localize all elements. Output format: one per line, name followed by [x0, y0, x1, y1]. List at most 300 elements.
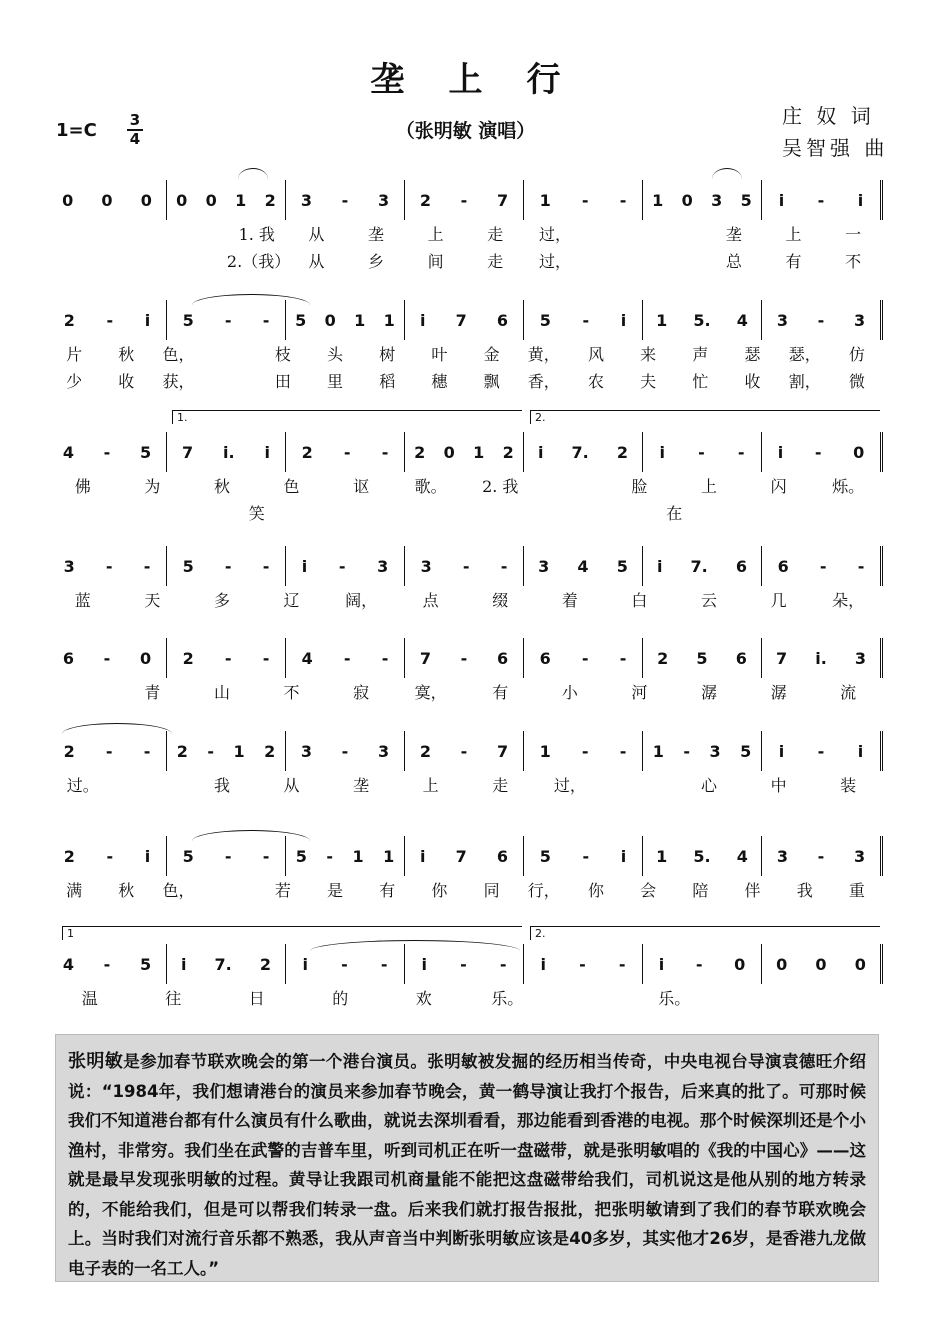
measure: [48, 836, 167, 876]
note: -: [106, 310, 114, 330]
lyric-word: 白: [631, 591, 648, 610]
lyric-word: 秋: [118, 881, 135, 900]
note: -: [582, 310, 590, 330]
note: 6: [496, 310, 508, 330]
lyric-word: 几: [770, 591, 787, 610]
measure: [48, 432, 167, 472]
lyric-word: [108, 249, 168, 272]
note: -: [698, 442, 705, 462]
note: -: [338, 556, 346, 576]
note: 5.: [693, 310, 711, 330]
note: 1: [652, 741, 664, 761]
note: 5: [295, 310, 307, 330]
lyric-word: 会: [640, 881, 657, 900]
note: 0: [815, 954, 827, 974]
lyric-word: 收: [118, 372, 135, 391]
note: -: [460, 648, 468, 668]
measure: [286, 432, 405, 472]
note: 3: [776, 846, 788, 866]
note: -: [499, 954, 507, 974]
lyric-word: 2.（我）: [226, 252, 291, 271]
slur: [192, 294, 310, 305]
lyric-word: 往: [165, 989, 182, 1008]
note: -: [103, 954, 111, 974]
lyric-word: 穗: [431, 372, 448, 391]
note: -: [579, 954, 586, 974]
lyric-word: 潺: [770, 683, 787, 702]
note: -: [619, 741, 627, 761]
note: 2: [657, 648, 669, 668]
lyric-word: [605, 773, 675, 796]
lyric-word: 乐。: [491, 989, 524, 1008]
measure: [48, 546, 167, 586]
lyric-word: 少: [66, 372, 83, 391]
note: i: [620, 846, 627, 866]
measure: [524, 944, 643, 984]
note: 2: [63, 846, 75, 866]
lyric-word: 朵，: [832, 591, 865, 610]
note-text: 是参加春节联欢晚会的第一个港台演员。张明敏被发掘的经历相当传奇，中央电视台导演袁德旺介绍说：“1984年，我们想请港台的演员来参加春节晚会，黄一鹤导演让我打个报告，后来真的批了。可那时候我们不知道港台都有什么演员有什么歌曲，就说去深圳看看，那边能看到香港的电视。那个时候深圳还是个小渔村，非常穷。我们坐在武警的吉普车里，听到司机正在听一盘磁带，就是张明敏唱的《我的中国心》——这就是最早发现张明敏的过程。黄导让我跟司机商量能不能把这盘磁带给我们，司机说这是他从别的地方转录的，不能给我们，但是可以帮我们转录一盘。后来我们就打报告报批，把张明敏请到了我们的春节联欢晚会上。当时我们对流行音乐都不熟悉，我从声音当中判断张明敏应该是40多岁，其实他才26岁，是香港九龙做电子表的一名工人。”: [68, 1052, 867, 1278]
lyric-word: 垄: [725, 225, 742, 244]
lyric-word: 我: [213, 776, 230, 795]
lyric-word: 辽: [283, 591, 300, 610]
measure: [167, 432, 286, 472]
note: 0: [776, 954, 788, 974]
lyric-word: [48, 680, 118, 703]
note: -: [581, 648, 589, 668]
lyric-word: 讴: [353, 477, 370, 496]
note: i: [144, 310, 151, 330]
lyric-word: 有: [785, 252, 802, 271]
lyric-word: 过，: [538, 252, 571, 271]
lyric-word: [644, 249, 704, 272]
lyric-word: 黄，: [527, 345, 560, 364]
note: -: [460, 954, 467, 974]
note: -: [103, 648, 111, 668]
note: -: [683, 741, 690, 761]
measure: [48, 300, 167, 340]
note: 7: [181, 442, 194, 462]
lyric-word: 着: [561, 591, 578, 610]
lyric-word: [167, 249, 227, 272]
measure: [643, 180, 762, 220]
lyric-word: 2. 我: [482, 477, 519, 496]
note: -: [262, 846, 270, 866]
note: i: [420, 846, 426, 866]
note: 1: [539, 741, 551, 761]
lyric-line: [48, 986, 883, 1009]
measure: [524, 731, 643, 771]
note: 4: [301, 648, 313, 668]
note: -: [817, 190, 825, 210]
lyric-word: 仿: [848, 345, 865, 364]
note: 2: [419, 741, 431, 761]
lyric-word: 色: [283, 477, 300, 496]
lyric-word: 走: [487, 225, 504, 244]
note: -: [381, 442, 389, 462]
note: 3: [709, 741, 721, 761]
lyric-word: 田: [274, 372, 291, 391]
lyric-word: 歌。: [414, 477, 447, 496]
measure-line: [48, 432, 883, 472]
lyric-word: 飘: [483, 372, 500, 391]
note: i: [620, 310, 627, 330]
measure: [167, 836, 286, 876]
lyric-word: [205, 878, 257, 901]
lyric-word: 烁。: [832, 477, 865, 496]
measure: [48, 638, 167, 678]
measure-line: [48, 638, 883, 678]
slur: [310, 940, 520, 951]
note: -: [343, 648, 351, 668]
note: -: [817, 310, 825, 330]
note: -: [500, 556, 508, 576]
note: -: [619, 648, 627, 668]
lyric-word: 寞，: [414, 683, 447, 702]
lyric-word: [48, 249, 108, 272]
note: -: [817, 846, 825, 866]
lyric-word: 秋: [213, 477, 230, 496]
lyric-word: 过，: [553, 776, 586, 795]
lyric-word: 收: [744, 372, 761, 391]
note: -: [619, 190, 627, 210]
note: 3: [854, 648, 866, 668]
lyric-line: [48, 369, 883, 392]
measure: [405, 836, 524, 876]
lyric-word: 乡: [368, 252, 385, 271]
lyric-word: 枝: [274, 345, 291, 364]
measure: [167, 300, 286, 340]
lyric-word: 不: [845, 252, 862, 271]
lyric-word: 的: [332, 989, 349, 1008]
note: 6: [735, 556, 747, 576]
note: -: [262, 556, 270, 576]
note: -: [106, 846, 114, 866]
measure: [762, 432, 883, 472]
measure: [405, 300, 524, 340]
note: 0: [205, 190, 217, 210]
note: 5: [182, 556, 194, 576]
measure: [286, 546, 405, 586]
lyric-word: 获，: [162, 372, 195, 391]
lyric-word: 间: [427, 252, 444, 271]
meter-bottom: 4: [129, 130, 141, 148]
note: -: [462, 556, 470, 576]
note: i: [264, 442, 271, 462]
note: 2: [502, 442, 514, 462]
lyric-word: 1. 我: [238, 225, 275, 244]
note: 5: [740, 741, 752, 761]
note: -: [581, 741, 589, 761]
lyric-line: [48, 773, 883, 796]
measure: [643, 731, 762, 771]
lyric-word: 忙: [692, 372, 709, 391]
lyric-word: 从: [308, 252, 325, 271]
note: -: [224, 648, 232, 668]
note: 0: [140, 648, 152, 668]
lyric-word: 夫: [640, 372, 657, 391]
time-signature: [125, 112, 145, 148]
lyric-word: 潺: [700, 683, 717, 702]
slur: [712, 168, 742, 179]
lyricist-credit: 庄 奴 词: [782, 104, 875, 128]
lyric-word: 云: [700, 591, 717, 610]
lyric-word: 走: [487, 252, 504, 271]
note: i: [777, 442, 784, 462]
note-name: 张明敏: [68, 1051, 124, 1072]
note: 0: [443, 442, 455, 462]
note: 6: [777, 556, 789, 576]
note: 1: [354, 310, 366, 330]
note: 5: [140, 954, 152, 974]
note: i: [302, 954, 309, 974]
note: -: [103, 442, 111, 462]
lyric-word: 笑: [248, 504, 265, 523]
lyric-word: [644, 222, 704, 245]
lyric-word: [205, 369, 257, 392]
lyric-line: [48, 878, 883, 901]
lyric-word: [108, 222, 168, 245]
note: i: [421, 954, 428, 974]
lyric-word: 装: [840, 776, 857, 795]
lyric-word: 微: [848, 372, 865, 391]
lyric-word: 在: [666, 504, 683, 523]
lyric-word: 割，: [788, 372, 821, 391]
note: i: [538, 442, 544, 462]
lyric-line: [48, 501, 883, 524]
lyric-word: 垄: [368, 225, 385, 244]
note: 7.: [571, 442, 589, 462]
lyric-word: 叶: [431, 345, 448, 364]
lyric-word: 过，: [538, 225, 571, 244]
note: 1: [235, 190, 247, 210]
note: 0: [101, 190, 113, 210]
note: 7.: [690, 556, 708, 576]
note: 5: [740, 190, 752, 210]
note: -: [857, 556, 865, 576]
lyric-line: [48, 342, 883, 365]
lyric-word: [167, 222, 227, 245]
background-note: [55, 1034, 879, 1282]
measure: [405, 546, 524, 586]
note: 1: [539, 190, 551, 210]
note: -: [105, 741, 113, 761]
lyric-word: 秋: [118, 345, 135, 364]
note: -: [618, 954, 626, 974]
measure: [524, 638, 643, 678]
measure: [762, 944, 883, 984]
note: i: [778, 190, 785, 210]
measure: [643, 638, 762, 678]
note: -: [224, 310, 232, 330]
measure: [167, 638, 286, 678]
lyric-word: [118, 773, 188, 796]
measure: [762, 638, 883, 678]
measure-line: [48, 180, 883, 220]
lyric-word: 稻: [379, 372, 396, 391]
note: i: [144, 846, 151, 866]
note: 7.: [214, 954, 232, 974]
lyric-word: 青: [144, 683, 161, 702]
lyric-word: 树: [379, 345, 396, 364]
note: -: [341, 954, 348, 974]
measure: [524, 432, 643, 472]
lyric-word: 色，: [162, 345, 195, 364]
lyric-word: 乐。: [658, 989, 691, 1008]
lyric-word: 头: [327, 345, 344, 364]
note: -: [341, 741, 349, 761]
note: 5: [616, 556, 628, 576]
key-signature: 1=C: [56, 120, 97, 141]
slur: [62, 723, 172, 734]
lyric-word: 你: [587, 881, 604, 900]
note: 4: [62, 442, 74, 462]
note: i.: [223, 442, 235, 462]
note: 5: [539, 846, 551, 866]
lyric-word: 不: [283, 683, 300, 702]
note: 1: [656, 310, 668, 330]
note: 7: [497, 190, 509, 210]
lyric-word: [800, 986, 884, 1009]
note: 5: [182, 310, 194, 330]
note: 3: [300, 190, 312, 210]
note: 5: [539, 310, 551, 330]
lyric-word: 我: [796, 881, 813, 900]
lyric-word: 总: [725, 252, 742, 271]
note: 3: [420, 556, 432, 576]
note: 3: [377, 556, 389, 576]
measure: [167, 944, 286, 984]
note: 3: [378, 741, 390, 761]
note: 1: [383, 846, 395, 866]
note: 7: [455, 310, 467, 330]
measure: [167, 731, 286, 771]
lyric-word: 声: [692, 345, 709, 364]
note: 2: [419, 190, 431, 210]
note: 2: [63, 310, 75, 330]
measure: [762, 546, 883, 586]
note: -: [207, 741, 214, 761]
lyric-word: 点: [422, 591, 439, 610]
lyric-line: [48, 222, 883, 245]
measure: [286, 731, 405, 771]
note: 2: [176, 741, 188, 761]
lyric-word: 上: [427, 225, 444, 244]
note: 5.: [693, 846, 711, 866]
note: 2: [264, 741, 276, 761]
lyric-word: 瑟，: [788, 345, 821, 364]
measure: [48, 944, 167, 984]
note: 5: [295, 846, 307, 866]
note: -: [343, 442, 351, 462]
measure: [762, 731, 883, 771]
note: 1: [383, 310, 395, 330]
lyric-word: 有: [379, 881, 396, 900]
measure-line: [48, 836, 883, 876]
lyric-word: 你: [431, 881, 448, 900]
lyric-word: 伴: [744, 881, 761, 900]
lyric-line: [48, 588, 883, 611]
note: i: [857, 741, 864, 761]
lyric-word: 若: [274, 881, 291, 900]
lyric-word: 上: [785, 225, 802, 244]
measure: [167, 546, 286, 586]
measure: [48, 180, 167, 220]
lyric-word: 中: [770, 776, 787, 795]
measure: [405, 180, 524, 220]
note: i: [657, 556, 663, 576]
lyric-word: 山: [213, 683, 230, 702]
measure-line: [48, 546, 883, 586]
note: 0: [176, 190, 188, 210]
note: 0: [62, 190, 74, 210]
lyric-word: 佛: [74, 477, 91, 496]
note: 7: [497, 741, 509, 761]
note: 0: [140, 190, 152, 210]
lyric-word: 同: [483, 881, 500, 900]
note: 4: [736, 846, 748, 866]
lyric-word: 重: [848, 881, 865, 900]
lyric-word: 香，: [527, 372, 560, 391]
lyric-word: 满: [66, 881, 83, 900]
lyric-word: 寂: [353, 683, 370, 702]
note: 7: [419, 648, 431, 668]
lyric-word: 有: [492, 683, 509, 702]
lyric-word: 里: [327, 372, 344, 391]
note: -: [143, 741, 151, 761]
lyric-word: 垄: [353, 776, 370, 795]
note: 3: [711, 190, 723, 210]
note: -: [695, 954, 703, 974]
measure: [643, 944, 762, 984]
measure: [286, 638, 405, 678]
measure: [286, 300, 405, 340]
measure-line: [48, 300, 883, 340]
lyric-word: 多: [213, 591, 230, 610]
note: 4: [577, 556, 589, 576]
note: 0: [324, 310, 336, 330]
note: -: [224, 556, 232, 576]
lyric-word: [549, 986, 633, 1009]
note: -: [460, 741, 468, 761]
note: 3: [63, 556, 75, 576]
lyric-word: 日: [248, 989, 265, 1008]
note: -: [380, 954, 388, 974]
note: 6: [62, 648, 74, 668]
note: 5: [696, 648, 708, 668]
measure: [643, 432, 762, 472]
note: 6: [735, 648, 747, 668]
lyric-word: 片: [66, 345, 83, 364]
note: i: [420, 310, 426, 330]
measure: [524, 836, 643, 876]
lyric-line: [48, 474, 883, 497]
lyric-word: 从: [283, 776, 300, 795]
note: -: [262, 648, 270, 668]
note: 3: [378, 190, 390, 210]
note: 1: [473, 442, 485, 462]
lyric-word: [716, 986, 800, 1009]
lyric-word: 风: [587, 345, 604, 364]
lyric-line: [48, 680, 883, 703]
note: 1: [652, 190, 664, 210]
note: 2: [182, 648, 194, 668]
note: -: [143, 556, 151, 576]
measure: [762, 180, 883, 220]
lyric-word: 农: [587, 372, 604, 391]
lyric-word: 温: [81, 989, 98, 1008]
lyric-word: 过。: [66, 776, 99, 795]
